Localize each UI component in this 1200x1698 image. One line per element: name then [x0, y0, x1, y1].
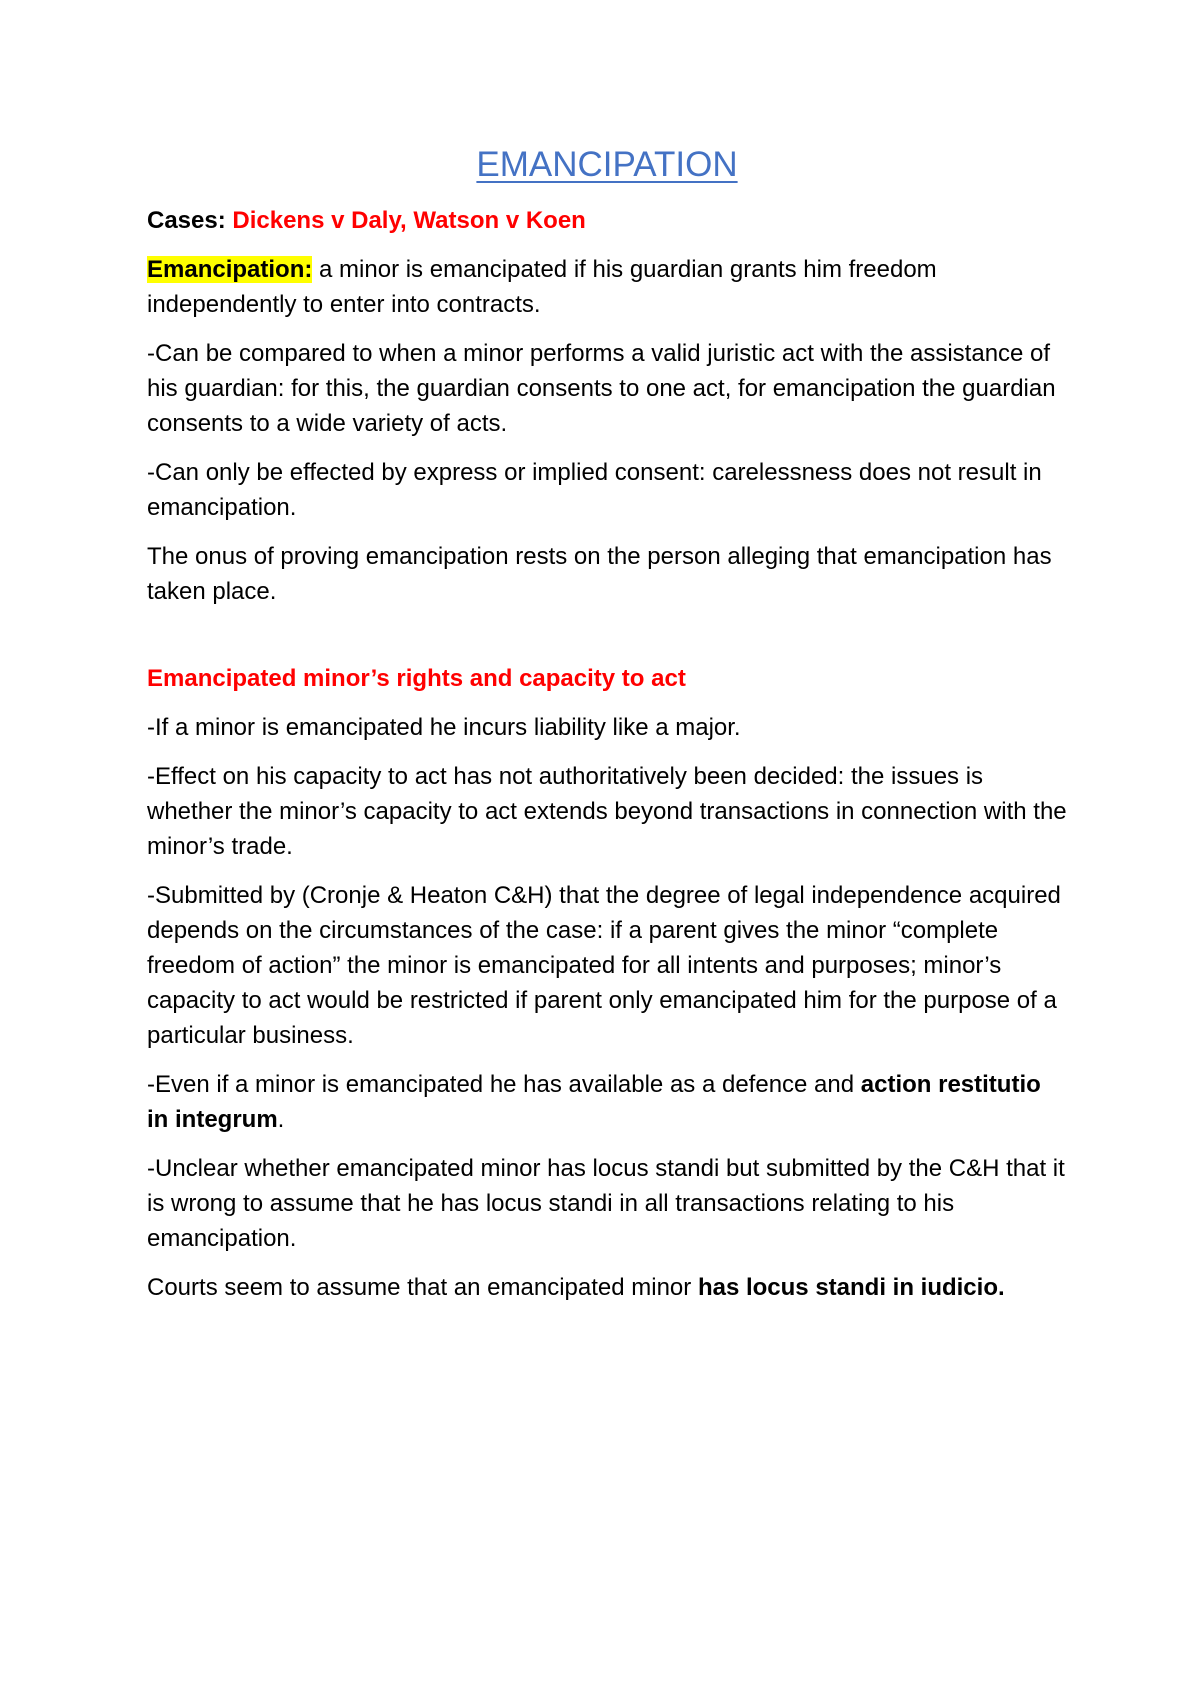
restitutio-paragraph — [147, 1067, 1067, 1137]
conclusion-text: Courts seem to assume that an emancipated minor — [147, 1274, 698, 1301]
definition-term: Emancipation: — [147, 256, 313, 283]
document-title: EMANCIPATION — [476, 145, 738, 184]
onus-paragraph: The onus of proving emancipation rests on the person alleging that emancipation has taken place. — [147, 543, 1052, 605]
document-page — [147, 140, 1067, 1319]
intro-point-2: -Can only be effected by express or implied consent: carelessness does not result in emancipation. — [147, 459, 1042, 521]
cases-label: Cases: — [147, 207, 226, 234]
definition-paragraph — [147, 252, 1067, 322]
restitutio-tail: . — [277, 1106, 285, 1133]
cases-line — [147, 203, 1067, 238]
restitutio-bold: action restitutio in integrum — [147, 1071, 1041, 1133]
conclusion-paragraph — [147, 1270, 1067, 1305]
section-point-3: -Submitted by (Cronje & Heaton C&H) that the degree of legal independence acquired depends on the circumstances of the case: if a parent gives the minor “complete freedom of action” the minor is emancipated for all intents and purposes; minor’s capacity to act would be restricted if parent only emancipated him for the purpose of a particular business. — [147, 882, 1061, 1049]
definition-text: a minor is emancipated if his guardian grants him freedom independently to enter into contracts. — [147, 256, 937, 318]
section-point-1: -If a minor is emancipated he incurs liability like a major. — [147, 714, 741, 741]
section-heading: Emancipated minor’s rights and capacity to act — [147, 665, 686, 692]
conclusion-bold: has locus standi in iudicio. — [697, 1274, 1005, 1301]
locus-standi-paragraph: -Unclear whether emancipated minor has locus standi but submitted by the C&H that it is wrong to assume that he has locus standi in all transactions relating to his emancipation. — [147, 1155, 1065, 1252]
restitutio-text: -Even if a minor is emancipated he has available as a defence and — [147, 1071, 861, 1098]
intro-point-1: -Can be compared to when a minor performs a valid juristic act with the assistance of his guardian: for this, the guardian consents to one act, for emancipation the guardian consents to a wide variety of acts. — [147, 340, 1056, 437]
section-point-2: -Effect on his capacity to act has not authoritatively been decided: the issues is whether the minor’s capacity to act extends beyond transactions in connection with the minor’s trade. — [147, 763, 1067, 860]
cases-names: Dickens v Daly, Watson v Koen — [232, 207, 586, 234]
